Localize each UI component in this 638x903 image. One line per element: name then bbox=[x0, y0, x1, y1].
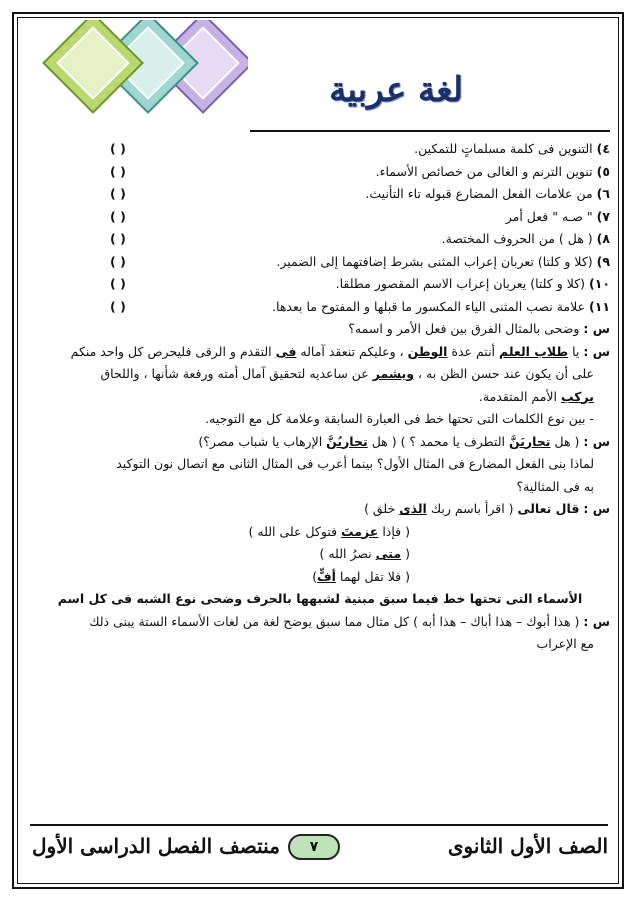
answer-blank[interactable]: ( ) bbox=[110, 186, 126, 201]
statement-row bbox=[30, 206, 610, 229]
question-text: وضحى بالمثال الفرق بين فعل الأمر و اسمه؟ bbox=[348, 321, 580, 336]
question-label: س : bbox=[583, 321, 610, 336]
question-label: س : bbox=[583, 343, 610, 359]
statement-row bbox=[30, 228, 610, 251]
statement-row bbox=[30, 183, 610, 206]
statement-text: التنوين فى كلمة مسلماتٍ للتمكين. bbox=[414, 141, 593, 156]
passage-text: أنتم عدة bbox=[447, 343, 500, 359]
question-label: س : bbox=[583, 433, 610, 449]
footer-grade: الصف الأول الثانوى bbox=[447, 834, 608, 858]
verse-text: ( bbox=[401, 546, 410, 561]
question-4-line-1 bbox=[30, 498, 610, 521]
verse-text: ( اقرأ باسم ربك bbox=[426, 501, 518, 516]
statement-row bbox=[30, 273, 610, 296]
passage-text: ، وعليكم تنعقد آماله bbox=[296, 343, 408, 359]
underlined-word: ويشمر bbox=[372, 366, 415, 381]
answer-blank[interactable]: ( ) bbox=[110, 141, 126, 156]
underlined-word: فى bbox=[275, 343, 297, 359]
statement-text: (كلا و كلتا) يعربان إعراب الاسم المقصور مطلقا. bbox=[335, 276, 586, 291]
statement-number: ٦) bbox=[596, 186, 610, 201]
footer-term: منتصف الفصل الدراسى الأول bbox=[32, 834, 280, 858]
question-label: س : bbox=[583, 613, 610, 629]
verse-intro: قال تعالى bbox=[517, 501, 580, 516]
answer-blank[interactable]: ( ) bbox=[110, 298, 126, 314]
statement-text: ( هل ) من الحروف المختصة. bbox=[441, 231, 593, 246]
title-divider bbox=[250, 130, 610, 132]
statement-text: علامة نصب المثنى الياء المكسور ما قبلها و المفتوح ما بعدها. bbox=[272, 298, 586, 314]
underlined-word: تحاربُنَّ bbox=[326, 433, 368, 449]
underlined-word: أفٍّ bbox=[317, 568, 336, 584]
verse-text: خلق ) bbox=[364, 501, 400, 516]
statement-text: " صـه " فعل أمر bbox=[505, 208, 593, 224]
question-text: لماذا بنى الفعل المضارع فى المثال الأول؟ بينما أعرب فى المثال الثانى مع اتصال نون التوكيد bbox=[116, 456, 594, 471]
question-text: مع الإعراب bbox=[536, 636, 594, 651]
verse-text: ( فلا تقل لهما bbox=[335, 568, 410, 584]
question-2-line-1 bbox=[30, 341, 610, 364]
passage-text: عن ساعديه لتحقيق آمال أمته ورفعة شأنها ، واللحاق bbox=[100, 366, 373, 381]
answer-blank[interactable]: ( ) bbox=[110, 253, 126, 269]
underlined-word: الذى bbox=[399, 501, 427, 516]
statement-number: ١١) bbox=[589, 298, 610, 314]
question-2-line-3 bbox=[30, 386, 610, 409]
answer-blank[interactable]: ( ) bbox=[110, 231, 126, 246]
statement-row bbox=[30, 138, 610, 161]
question-3-line-2 bbox=[30, 453, 610, 476]
answer-blank[interactable]: ( ) bbox=[110, 208, 126, 224]
example-text: ( هل bbox=[550, 433, 580, 449]
answer-blank[interactable]: ( ) bbox=[110, 276, 126, 291]
passage-text: على أن يكون عند حسن الظن به ، bbox=[414, 366, 594, 381]
diamond-decoration bbox=[18, 20, 248, 130]
statement-text: (كلا و كلتا) تعربان إعراب المثنى بشرط إضافتهما إلى الضمير. bbox=[276, 253, 593, 269]
question-text: الأسماء التى تحتها خط فيما سبق مبنية لشبهها بالحرف وضحى نوع الشبه فى كل اسم bbox=[57, 591, 583, 606]
passage-text: الأمم المتقدمة. bbox=[478, 388, 562, 404]
statement-number: ٥) bbox=[596, 163, 610, 179]
verse-text: ( فإذا bbox=[378, 523, 410, 539]
question-1 bbox=[30, 318, 610, 341]
statement-row bbox=[30, 296, 610, 319]
statement-row bbox=[30, 161, 610, 184]
question-4-line-3 bbox=[30, 543, 610, 566]
verse-text: نصرُ الله ) bbox=[319, 546, 376, 561]
underlined-word: طلاب العلم bbox=[499, 343, 569, 359]
question-6-line-1 bbox=[30, 611, 610, 634]
statement-text: من علامات الفعل المضارع قبوله تاء التأنيث. bbox=[365, 186, 593, 201]
statement-number: ٧) bbox=[596, 208, 610, 224]
footer-divider bbox=[30, 824, 608, 826]
underlined-word: عزمتَ bbox=[341, 523, 379, 539]
statement-row bbox=[30, 251, 610, 274]
example-text: الإرهاب يا شباب مصر؟) bbox=[198, 433, 327, 449]
question-4-line-4 bbox=[30, 566, 610, 589]
question-text: به فى المثالية؟ bbox=[516, 478, 594, 494]
statement-number: ٤) bbox=[596, 141, 610, 156]
question-label: س : bbox=[583, 501, 610, 516]
question-4-line-2 bbox=[30, 521, 610, 544]
statement-text: تنوين الترنم و الغالى من خصائص الأسماء. bbox=[375, 163, 593, 179]
question-2-line-2 bbox=[30, 363, 610, 386]
question-6-line-2 bbox=[30, 633, 610, 656]
verse-text: ) bbox=[312, 568, 318, 584]
task-text: - بين نوع الكلمات التى تحتها خط فى العبارة السابقة وعلامة كل مع التوجيه. bbox=[205, 411, 594, 426]
question-5 bbox=[30, 588, 610, 611]
question-3-line-1 bbox=[30, 431, 610, 454]
underlined-word: بركب bbox=[561, 388, 594, 404]
verse-text: فتوكل على الله ) bbox=[248, 523, 342, 539]
answer-blank[interactable]: ( ) bbox=[110, 163, 126, 179]
statement-number: ٩) bbox=[596, 253, 610, 269]
question-2-task bbox=[30, 408, 610, 431]
question-text: ( هذا أبوك – هذا أباك – هذا أبه ) كل مثال مما سبق يوضح لغة من لغات الأسماء الستة يبنى ذلك bbox=[89, 613, 580, 629]
statement-number: ٨) bbox=[596, 231, 610, 246]
question-3-line-3 bbox=[30, 476, 610, 499]
statement-number: ١٠) bbox=[589, 276, 610, 291]
underlined-word: متى bbox=[375, 546, 402, 561]
page-title: لغة عربية bbox=[329, 70, 463, 110]
content bbox=[30, 138, 610, 656]
example-text: التطرف يا محمد ؟ ) ( هل bbox=[367, 433, 509, 449]
page-number: ٧ bbox=[288, 834, 340, 860]
passage-text: التقدم و الرقى فليحرص كل واحد منكم bbox=[70, 343, 276, 359]
passage-text: يا bbox=[568, 343, 580, 359]
underlined-word: الوطن bbox=[407, 343, 448, 359]
underlined-word: تحاربَنَّ bbox=[508, 433, 551, 449]
